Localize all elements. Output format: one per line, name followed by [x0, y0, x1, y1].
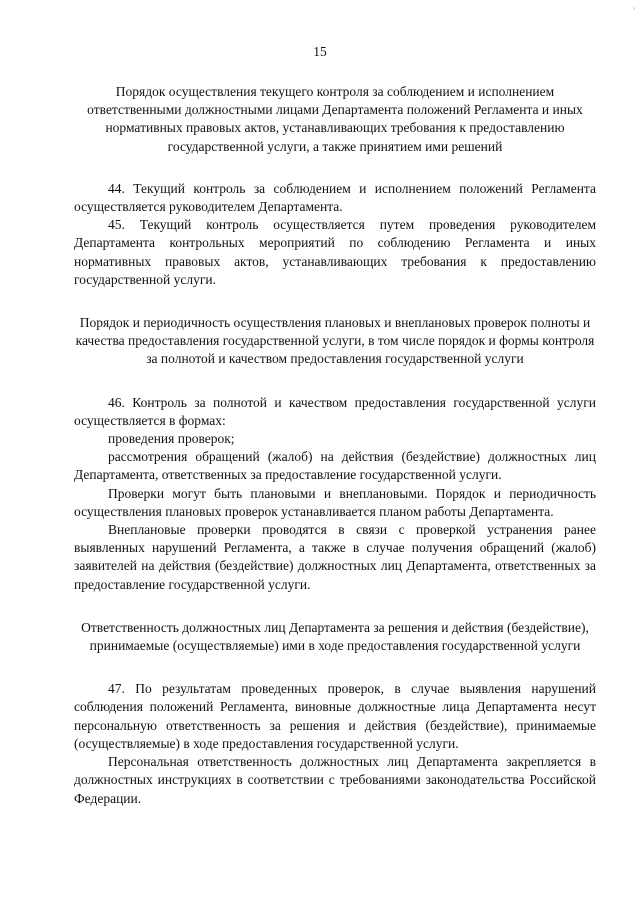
- paragraph: Проверки могут быть плановыми и внеплановыми. Порядок и периодичность осуществления плановых проверок устанавливается планом работы Департамента.: [74, 485, 596, 519]
- paragraph: Внеплановые проверки проводятся в связи с проверкой устранения ранее выявленных нарушений Регламента, а также в случае получения обращений (жалоб) заявителей на действия (бездействие) должностных лиц Департамента, ответственных за предоставление государственной услуги.: [74, 522, 596, 592]
- paragraph: 46. Контроль за полнотой и качеством предоставления государственной услуги осуществляется в формах:: [74, 394, 596, 428]
- section-heading: Порядок и периодичность осуществления плановых и внеплановых проверок полноты и качества предоставления государственной услуги, в том числе порядок и формы контроля за полнотой и качеством предоставления государственной услуги: [75, 315, 595, 367]
- paragraph: 45. Текущий контроль осуществляется путем проведения руководителем Департамента контрольных мероприятий по соблюдению Регламента и иных нормативных правовых актов, устанавливающих требования к предоставлению государственной услуги.: [74, 217, 596, 287]
- document-body: [74, 83, 596, 808]
- section-heading: Ответственность должностных лиц Департамента за решения и действия (бездействие), принимаемые (осуществляемые) ими в ходе предоставления государственной услуги: [81, 619, 589, 654]
- page-number: 15: [313, 44, 327, 59]
- paragraph: проведения проверок;: [108, 431, 235, 447]
- paragraph: 47. По результатам проведенных проверок, в случае выявления нарушений соблюдения положений Регламента, виновные должностные лица Департамента несут персональную ответственность за решения и действия (бездействие), принимаемые (осуществляемые) в ходе предоставления государственной услуги.: [74, 681, 596, 751]
- paragraph: рассмотрения обращений (жалоб) на действия (бездействие) должностных лиц Департамента, ответственных за предоставление государственной услуги.: [74, 449, 596, 483]
- paragraph: Персональная ответственность должностных лиц Департамента закрепляется в должностных инструкциях в соответствии с требованиями законодательства Российской Федерации.: [74, 754, 596, 806]
- paragraph: 44. Текущий контроль за соблюдением и исполнением положений Регламента осуществляется руководителем Департамента.: [74, 180, 596, 215]
- corner-mark: ': [633, 6, 635, 16]
- section-heading: Порядок осуществления текущего контроля за соблюдением и исполнением ответственными должностными лицами Департамента положений Регламента и иных нормативных правовых актов, устанавливающих требования к предоставлению государственной услуги, а также принятием ими решений: [87, 84, 583, 154]
